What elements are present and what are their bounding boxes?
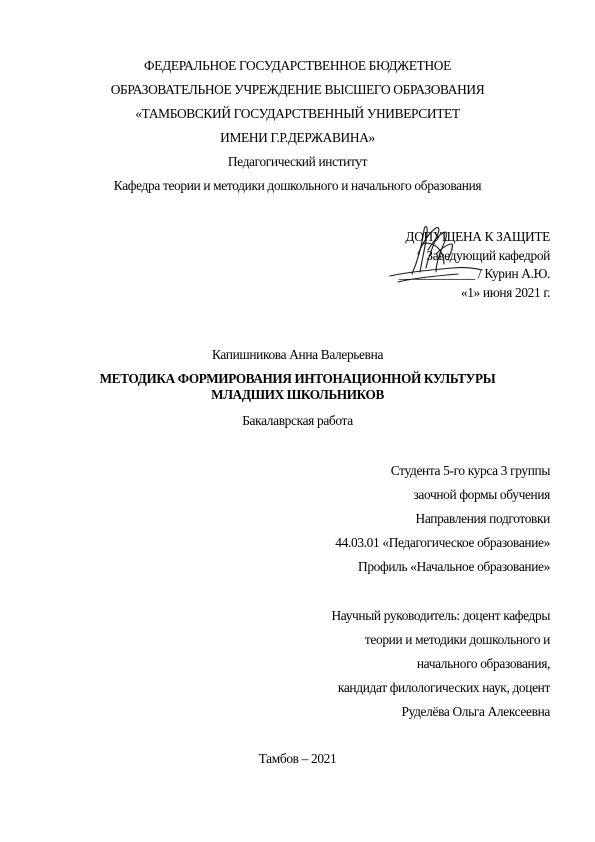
- student-info-line: Направления подготовки: [415, 511, 550, 526]
- department-name: Кафедра теории и методики дошкольного и начального образования: [113, 178, 482, 193]
- work-title-line-1: МЕТОДИКА ФОРМИРОВАНИЯ ИНТОНАЦИОННОЙ КУЛЬТУРЫ: [99, 371, 496, 386]
- author-name: Капишникова Анна Валерьевна: [211, 347, 384, 362]
- university-header-line-4: ИМЕНИ Г.Р.ДЕРЖАВИНА»: [220, 130, 375, 145]
- work-type: Бакалаврская работа: [242, 413, 353, 428]
- student-info-line: Профиль «Начальное образование»: [358, 559, 550, 574]
- supervisor-info-line: Научный руководитель: доцент кафедры: [331, 608, 550, 623]
- student-info-line: заочной формы обучения: [413, 487, 550, 502]
- supervisor-info-line: теории и методики дошкольного и: [364, 632, 550, 647]
- approval-signature-line: ____________ / Курин А.Ю.: [398, 266, 550, 281]
- approval-date: «1» июня 2021 г.: [460, 285, 550, 300]
- student-info-line: 44.03.01 «Педагогическое образование»: [335, 535, 550, 550]
- student-info-line: Студента 5-го курса 3 группы: [390, 463, 550, 478]
- university-header-line-1: ФЕДЕРАЛЬНОЕ ГОСУДАРСТВЕННОЕ БЮДЖЕТНОЕ: [144, 58, 451, 73]
- supervisor-name: Руделёва Ольга Алексеевна: [401, 704, 550, 719]
- city-year: Тамбов – 2021: [258, 751, 337, 766]
- university-header-line-2: ОБРАЗОВАТЕЛЬНОЕ УЧРЕЖДЕНИЕ ВЫСШЕГО ОБРАЗОВАНИЯ: [110, 82, 485, 97]
- university-header-line-3: «ТАМБОВСКИЙ ГОСУДАРСТВЕННЫЙ УНИВЕРСИТЕТ: [135, 106, 460, 121]
- institute-name: Педагогический институт: [227, 154, 368, 169]
- supervisor-info-line: кандидат филологических наук, доцент: [337, 680, 550, 695]
- work-title-line-2: МЛАДШИХ ШКОЛЬНИКОВ: [211, 387, 384, 402]
- approval-position: Заведующий кафедрой: [426, 248, 550, 263]
- supervisor-info-line: начального образования,: [416, 656, 550, 671]
- approval-title: ДОПУЩЕНА К ЗАЩИТЕ: [405, 229, 550, 244]
- handwritten-signature: [378, 214, 498, 292]
